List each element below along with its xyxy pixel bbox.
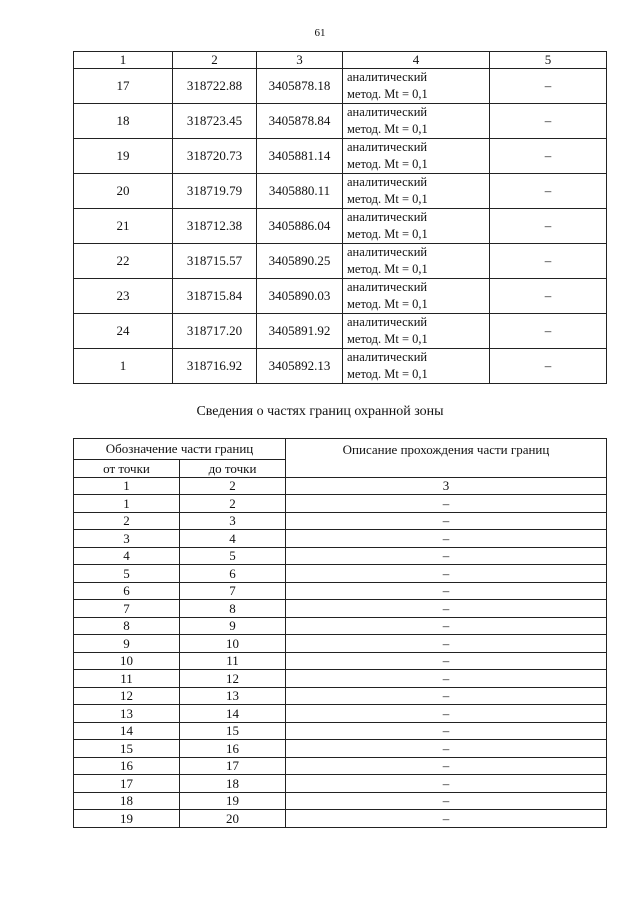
column-number: 4 xyxy=(343,52,490,69)
note: – xyxy=(490,244,607,279)
x-coordinate: 318723.45 xyxy=(173,104,257,139)
description: – xyxy=(286,775,607,793)
x-coordinate: 318717.20 xyxy=(173,314,257,349)
method xyxy=(343,139,490,174)
point-number: 24 xyxy=(74,314,173,349)
to-point: 9 xyxy=(180,617,286,635)
table-row xyxy=(74,174,607,209)
column-number: 3 xyxy=(257,52,343,69)
to-point: 17 xyxy=(180,757,286,775)
header-boundary-part: Обозначение части границ xyxy=(74,439,286,460)
point-number: 23 xyxy=(74,279,173,314)
method-line-2: метод. Mt = 0,1 xyxy=(347,332,428,346)
table-row xyxy=(74,687,607,705)
method-line-2: метод. Mt = 0,1 xyxy=(347,87,428,101)
point-number: 18 xyxy=(74,104,173,139)
method xyxy=(343,69,490,104)
table-row xyxy=(74,565,607,583)
column-number: 3 xyxy=(286,478,607,495)
table-row xyxy=(74,635,607,653)
table-row xyxy=(74,705,607,723)
y-coordinate: 3405886.04 xyxy=(257,209,343,244)
method xyxy=(343,174,490,209)
to-point: 8 xyxy=(180,600,286,618)
table-row xyxy=(74,209,607,244)
to-point: 19 xyxy=(180,792,286,810)
description: – xyxy=(286,740,607,758)
y-coordinate: 3405890.25 xyxy=(257,244,343,279)
to-point: 12 xyxy=(180,670,286,688)
method-line-2: метод. Mt = 0,1 xyxy=(347,157,428,171)
point-number: 17 xyxy=(74,69,173,104)
x-coordinate: 318720.73 xyxy=(173,139,257,174)
to-point: 7 xyxy=(180,582,286,600)
method-line-1: аналитический xyxy=(347,210,428,224)
method-line-2: метод. Mt = 0,1 xyxy=(347,297,428,311)
x-coordinate: 318719.79 xyxy=(173,174,257,209)
method xyxy=(343,279,490,314)
table-row xyxy=(74,722,607,740)
x-coordinate: 318722.88 xyxy=(173,69,257,104)
x-coordinate: 318715.84 xyxy=(173,279,257,314)
table-row xyxy=(74,512,607,530)
table-row xyxy=(74,600,607,618)
description: – xyxy=(286,547,607,565)
note: – xyxy=(490,314,607,349)
note: – xyxy=(490,69,607,104)
table-row xyxy=(74,670,607,688)
table-row xyxy=(74,547,607,565)
to-point: 10 xyxy=(180,635,286,653)
method-line-1: аналитический xyxy=(347,140,428,154)
from-point: 1 xyxy=(74,495,180,513)
description: – xyxy=(286,810,607,828)
from-point: 10 xyxy=(74,652,180,670)
table-row xyxy=(74,69,607,104)
to-point: 20 xyxy=(180,810,286,828)
table-row xyxy=(74,810,607,828)
to-point: 16 xyxy=(180,740,286,758)
column-number: 2 xyxy=(180,478,286,495)
from-point: 14 xyxy=(74,722,180,740)
from-point: 13 xyxy=(74,705,180,723)
description: – xyxy=(286,722,607,740)
description: – xyxy=(286,705,607,723)
table-row xyxy=(74,582,607,600)
method xyxy=(343,314,490,349)
point-number: 22 xyxy=(74,244,173,279)
table-row xyxy=(74,349,607,384)
note: – xyxy=(490,279,607,314)
y-coordinate: 3405880.11 xyxy=(257,174,343,209)
description: – xyxy=(286,530,607,548)
to-point: 6 xyxy=(180,565,286,583)
method-line-2: метод. Mt = 0,1 xyxy=(347,227,428,241)
y-coordinate: 3405891.92 xyxy=(257,314,343,349)
from-point: 12 xyxy=(74,687,180,705)
table-row xyxy=(74,495,607,513)
description: – xyxy=(286,792,607,810)
description: – xyxy=(286,565,607,583)
from-point: 15 xyxy=(74,740,180,758)
to-point: 14 xyxy=(180,705,286,723)
to-point: 3 xyxy=(180,512,286,530)
table-row xyxy=(74,792,607,810)
description: – xyxy=(286,652,607,670)
from-point: 9 xyxy=(74,635,180,653)
description: – xyxy=(286,512,607,530)
method-line-2: метод. Mt = 0,1 xyxy=(347,262,428,276)
note: – xyxy=(490,209,607,244)
description: – xyxy=(286,617,607,635)
table-row xyxy=(74,244,607,279)
from-point: 7 xyxy=(74,600,180,618)
point-number: 1 xyxy=(74,349,173,384)
description: – xyxy=(286,495,607,513)
table-row xyxy=(74,104,607,139)
table-row xyxy=(74,740,607,758)
method-line-2: метод. Mt = 0,1 xyxy=(347,367,428,381)
from-point: 19 xyxy=(74,810,180,828)
description: – xyxy=(286,600,607,618)
table-row xyxy=(74,757,607,775)
table-row xyxy=(74,314,607,349)
y-coordinate: 3405881.14 xyxy=(257,139,343,174)
from-point: 2 xyxy=(74,512,180,530)
to-point: 2 xyxy=(180,495,286,513)
column-number: 1 xyxy=(74,52,173,69)
column-number: 1 xyxy=(74,478,180,495)
method-line-2: метод. Mt = 0,1 xyxy=(347,192,428,206)
method-line-1: аналитический xyxy=(347,245,428,259)
x-coordinate: 318716.92 xyxy=(173,349,257,384)
y-coordinate: 3405878.18 xyxy=(257,69,343,104)
header-row xyxy=(74,439,607,460)
column-number-row xyxy=(74,478,607,495)
y-coordinate: 3405878.84 xyxy=(257,104,343,139)
note: – xyxy=(490,174,607,209)
x-coordinate: 318712.38 xyxy=(173,209,257,244)
column-number: 5 xyxy=(490,52,607,69)
section-heading: Сведения о частях границ охранной зоны xyxy=(196,404,444,419)
to-point: 18 xyxy=(180,775,286,793)
from-point: 16 xyxy=(74,757,180,775)
method xyxy=(343,244,490,279)
method xyxy=(343,349,490,384)
coordinates-table xyxy=(73,51,607,384)
from-point: 18 xyxy=(74,792,180,810)
table-row xyxy=(74,279,607,314)
to-point: 13 xyxy=(180,687,286,705)
note: – xyxy=(490,349,607,384)
description: – xyxy=(286,635,607,653)
description: – xyxy=(286,670,607,688)
from-point: 6 xyxy=(74,582,180,600)
method-line-1: аналитический xyxy=(347,280,428,294)
description: – xyxy=(286,687,607,705)
y-coordinate: 3405892.13 xyxy=(257,349,343,384)
method-line-1: аналитический xyxy=(347,70,428,84)
note: – xyxy=(490,104,607,139)
method-line-1: аналитический xyxy=(347,175,428,189)
table-row xyxy=(74,652,607,670)
to-point: 4 xyxy=(180,530,286,548)
description: – xyxy=(286,582,607,600)
y-coordinate: 3405890.03 xyxy=(257,279,343,314)
to-point: 11 xyxy=(180,652,286,670)
from-point: 5 xyxy=(74,565,180,583)
from-point: 11 xyxy=(74,670,180,688)
table-row xyxy=(74,617,607,635)
method-line-2: метод. Mt = 0,1 xyxy=(347,122,428,136)
to-point: 5 xyxy=(180,547,286,565)
method-line-1: аналитический xyxy=(347,105,428,119)
point-number: 19 xyxy=(74,139,173,174)
table-row xyxy=(74,775,607,793)
method xyxy=(343,104,490,139)
method-line-1: аналитический xyxy=(347,315,428,329)
method-line-1: аналитический xyxy=(347,350,428,364)
point-number: 21 xyxy=(74,209,173,244)
header-from-point: от точки xyxy=(74,460,180,478)
method xyxy=(343,209,490,244)
table-row xyxy=(74,530,607,548)
table-row xyxy=(74,139,607,174)
to-point: 15 xyxy=(180,722,286,740)
from-point: 17 xyxy=(74,775,180,793)
from-point: 3 xyxy=(74,530,180,548)
column-number: 2 xyxy=(173,52,257,69)
from-point: 8 xyxy=(74,617,180,635)
description: – xyxy=(286,757,607,775)
header-description: Описание прохождения части границ xyxy=(286,439,607,478)
point-number: 20 xyxy=(74,174,173,209)
x-coordinate: 318715.57 xyxy=(173,244,257,279)
note: – xyxy=(490,139,607,174)
from-point: 4 xyxy=(74,547,180,565)
boundary-parts-table xyxy=(73,438,607,828)
page-number: 61 xyxy=(314,27,326,39)
column-number-row xyxy=(74,52,607,69)
header-to-point: до точки xyxy=(180,460,286,478)
